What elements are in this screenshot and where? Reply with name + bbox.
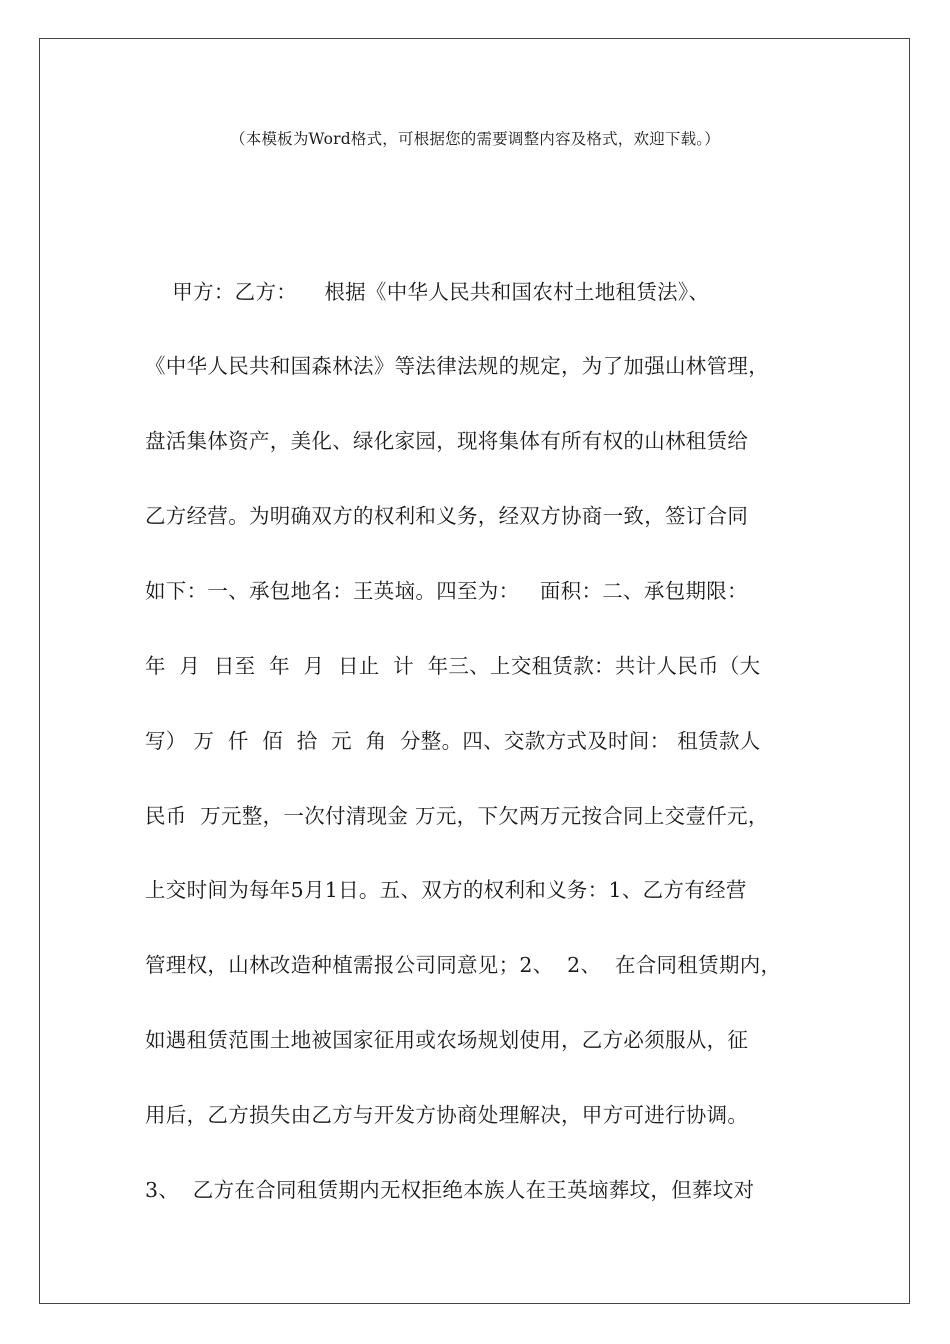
template-note: （本模板为Word格式，可根据您的需要调整内容及格式，欢迎下载。）	[230, 130, 720, 148]
body-line-6: 年 月 日至 年 月 日止 计 年三、上交租赁款：共计人民币（大	[145, 654, 761, 678]
body-line-4: 乙方经营。为明确双方的权利和义务，经双方协商一致，签订合同	[145, 504, 749, 528]
body-line-7: 写） 万 仟 佰 拾 元 角 分整。四、交款方式及时间： 租赁款人	[145, 729, 761, 753]
body-line-8: 民币 万元整，一次付清现金 万元，下欠两万元按合同上交壹仟元，	[145, 804, 769, 828]
body-line-10: 管理权，山林改造种植需报公司同意见；2、 2、 在合同租赁期内，	[145, 953, 782, 977]
body-line-5: 如下：一、承包地名：王英垴。四至为： 面积：二、承包期限：	[145, 579, 748, 603]
body-line-9: 上交时间为每年5月1日。五、双方的权利和义务：1、乙方有经营	[145, 878, 747, 902]
body-line-12: 用后，乙方损失由乙方与开发方协商处理解决，甲方可进行协调。	[145, 1103, 749, 1127]
body-line-13: 3、 乙方在合同租赁期内无权拒绝本族人在王英垴葬坟，但葬坟对	[145, 1178, 755, 1202]
body-line-11: 如遇租赁范围土地被国家征用或农场规划使用，乙方必须服从，征	[145, 1028, 749, 1052]
body-line-1: 甲方：乙方： 根据《中华人民共和国农村土地租赁法》、	[145, 280, 710, 304]
body-line-2: 《中华人民共和国森林法》等法律法规的规定，为了加强山林管理，	[145, 354, 769, 378]
body-line-3: 盘活集体资产，美化、绿化家园，现将集体有所有权的山林租赁给	[145, 429, 749, 453]
